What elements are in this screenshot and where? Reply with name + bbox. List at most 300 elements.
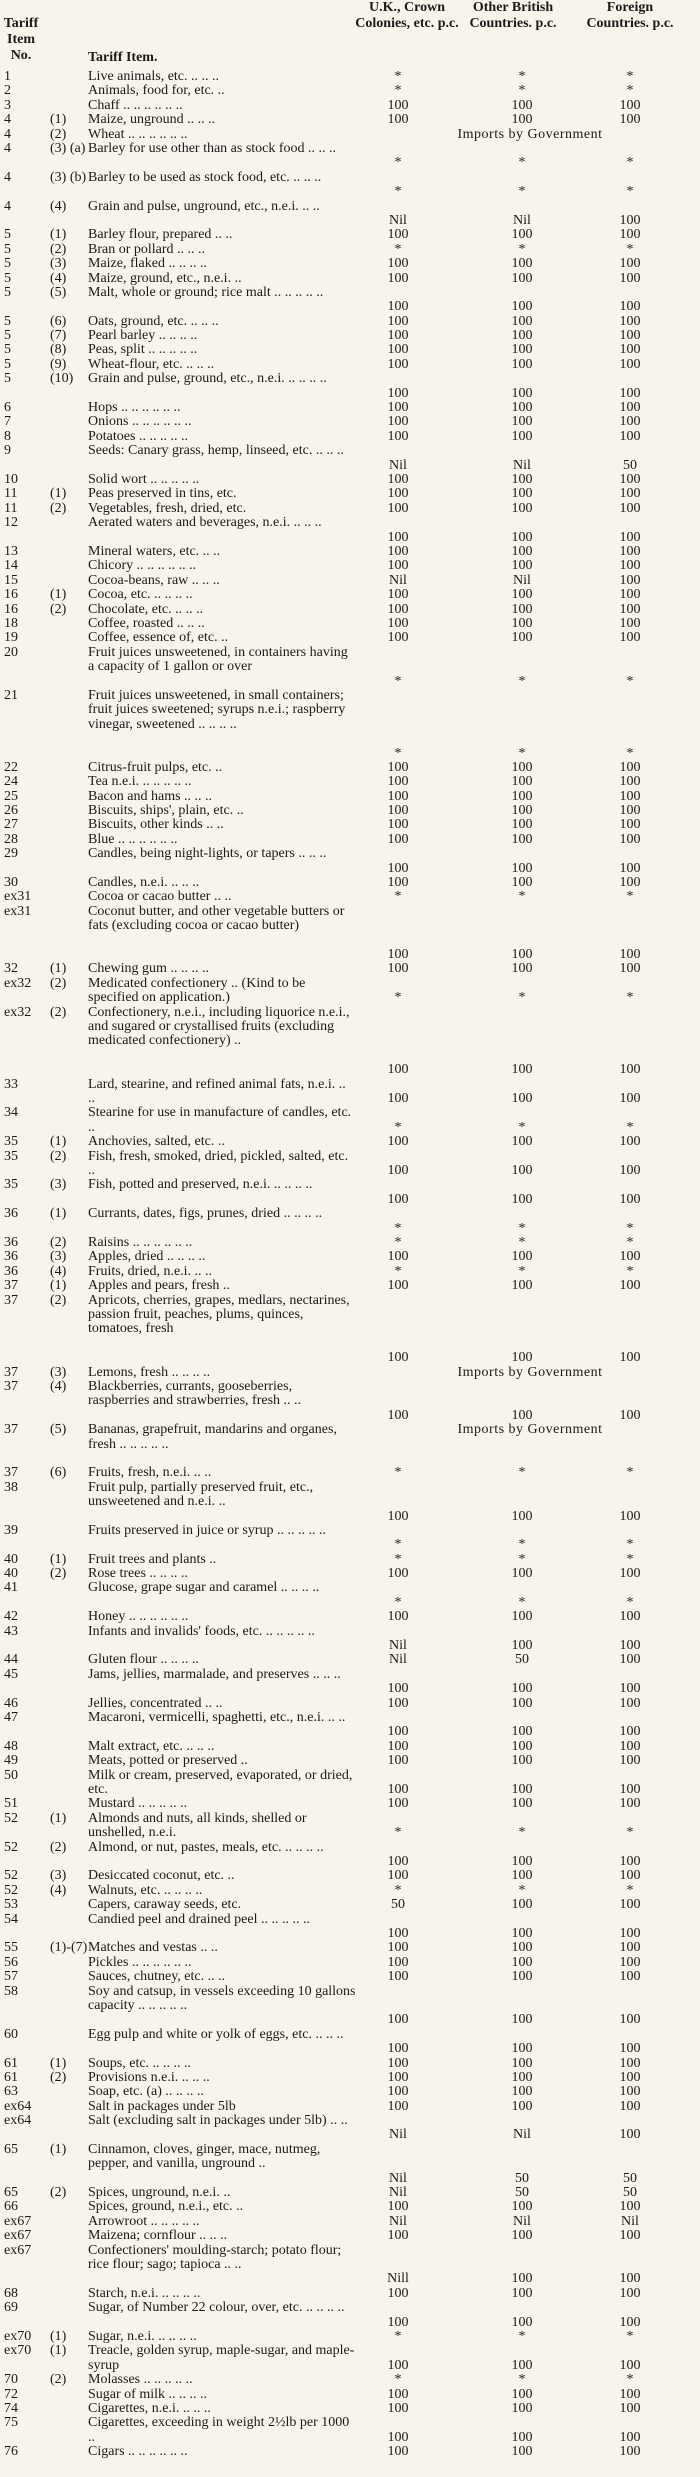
- rate-foreign: 100: [619, 2055, 641, 2071]
- table-row: [0, 1740, 700, 1754]
- tariff-sub-number: (4): [50, 1378, 67, 1394]
- rate-uk-crown-colonies: 100: [387, 803, 409, 819]
- tariff-item-description: Fruits preserved in juice or syrup .. .. .. .. ..: [88, 1522, 326, 1538]
- rate-uk-crown-colonies: 100: [387, 2386, 409, 2402]
- tariff-sub-number: (4): [50, 270, 67, 286]
- tariff-item-description: Peas, split .. .. .. .. ..: [88, 342, 198, 358]
- tariff-sub-number: (5): [50, 284, 67, 300]
- tariff-item-number: 33: [4, 1076, 18, 1092]
- rate-uk-crown-colonies: 100: [387, 2444, 409, 2460]
- rate-other-british: 100: [511, 97, 533, 113]
- tariff-sub-number: (1)-(7): [50, 1940, 88, 1956]
- table-row: [0, 905, 700, 963]
- rate-other-british: 100: [511, 1738, 533, 1754]
- tariff-item-number: 46: [4, 1695, 18, 1711]
- tariff-sub-number: (1): [50, 227, 67, 243]
- table-row: [0, 2071, 700, 2085]
- table-row: [0, 790, 700, 804]
- rate-foreign: *: [626, 990, 634, 1006]
- table-row: [0, 2301, 700, 2330]
- table-row: [0, 1178, 700, 1207]
- rate-foreign: 100: [619, 1925, 641, 1941]
- rate-foreign: 100: [619, 2314, 641, 2330]
- tariff-item-number: 7: [4, 414, 11, 430]
- rate-uk-crown-colonies: 100: [387, 1191, 409, 1207]
- rate-uk-crown-colonies: 100: [387, 1925, 409, 1941]
- table-row: [0, 1279, 700, 1293]
- table-row: [0, 2330, 700, 2344]
- rate-foreign: *: [626, 1825, 634, 1841]
- rate-other-british: 100: [511, 1091, 533, 1107]
- rate-uk-crown-colonies: 100: [387, 587, 409, 603]
- tariff-item-description: Oats, ground, etc. .. .. ..: [88, 313, 219, 329]
- tariff-item-number: ex70: [4, 2343, 32, 2359]
- tariff-sub-number: (3): [50, 1249, 67, 1265]
- tariff-sub-number: (1): [50, 1206, 67, 1222]
- table-row: [0, 2028, 700, 2057]
- tariff-item-number: 5: [4, 241, 11, 257]
- table-row: [0, 1869, 700, 1883]
- rate-foreign: 100: [619, 2285, 641, 2301]
- rate-uk-crown-colonies: Nil: [389, 2213, 407, 2229]
- rate-foreign: 100: [619, 759, 641, 775]
- tariff-table-body: [0, 70, 700, 2475]
- rate-other-british: *: [518, 1825, 526, 1841]
- table-row: [0, 2445, 700, 2459]
- tariff-item-description: Currants, dates, figs, prunes, dried .. .. .. ..: [88, 1206, 323, 1222]
- rate-other-british: 100: [511, 414, 533, 430]
- rate-uk-crown-colonies: *: [394, 1119, 402, 1135]
- rate-other-british: 100: [511, 227, 533, 243]
- rate-other-british: *: [518, 83, 526, 99]
- tariff-sub-number: (1): [50, 2141, 67, 2157]
- rate-uk-crown-colonies: 100: [387, 1969, 409, 1985]
- tariff-item-number: 2: [4, 83, 11, 99]
- rate-uk-crown-colonies: 100: [387, 1163, 409, 1178]
- tariff-sub-number: (8): [50, 342, 67, 358]
- table-row: [0, 128, 700, 142]
- rate-other-british: 100: [511, 587, 533, 603]
- rate-other-british: *: [518, 241, 526, 257]
- tariff-item-description: Cigarettes, exceeding in weight 2½lb per 1000 ..: [88, 2415, 350, 2445]
- rate-other-british: 100: [511, 544, 533, 559]
- rate-foreign: 100: [619, 831, 641, 847]
- rate-other-british: 100: [511, 529, 533, 545]
- tariff-item-description: Blue .. .. .. .. .. ..: [88, 831, 178, 847]
- table-row: [0, 1265, 700, 1279]
- tariff-item-number: 34: [4, 1105, 18, 1121]
- rate-uk-crown-colonies: 100: [387, 2055, 409, 2071]
- rate-uk-crown-colonies: 100: [387, 500, 409, 516]
- rate-other-british: 100: [511, 356, 533, 372]
- tariff-item-number: 35: [4, 1134, 18, 1150]
- rate-foreign: 100: [619, 1508, 641, 1524]
- rate-other-british: *: [518, 1465, 526, 1481]
- tariff-item-description: Wheat-flour, etc. .. .. ..: [88, 356, 215, 372]
- table-row: [0, 1423, 700, 1466]
- table-row: [0, 2085, 700, 2099]
- rate-foreign: *: [626, 70, 634, 84]
- rate-foreign: 100: [619, 256, 641, 272]
- tariff-item-description: Molasses .. .. .. .. ..: [88, 2372, 193, 2388]
- tariff-item-description: Cigarettes, n.e.i. .. .. ..: [88, 2400, 211, 2416]
- tariff-item-number: 69: [4, 2300, 18, 2316]
- table-row: [0, 1841, 700, 1870]
- table-row: [0, 444, 700, 473]
- tariff-item-number: 4: [4, 198, 11, 214]
- rate-foreign: 100: [619, 947, 641, 963]
- rate-uk-crown-colonies: *: [394, 745, 402, 761]
- rate-foreign: 100: [619, 572, 641, 588]
- tariff-item-number: 27: [4, 817, 18, 833]
- table-row: [0, 1697, 700, 1711]
- rate-foreign: 100: [619, 529, 641, 545]
- rate-other-british: 100: [511, 299, 533, 315]
- tariff-sub-number: (1): [50, 486, 67, 502]
- tariff-sub-number: (2): [50, 2069, 67, 2085]
- rate-uk-crown-colonies: 100: [387, 1134, 409, 1150]
- rate-other-british: 100: [511, 2444, 533, 2460]
- tariff-item-number: 65: [4, 2141, 18, 2157]
- rate-uk-crown-colonies: Nill: [387, 2271, 409, 2287]
- tariff-item-description: Candles, n.e.i. .. .. ..: [88, 875, 200, 891]
- rate-uk-crown-colonies: *: [394, 1235, 402, 1250]
- rate-other-british: 100: [511, 1134, 533, 1150]
- tariff-item-number: 19: [4, 630, 18, 646]
- table-row: [0, 1150, 700, 1179]
- tariff-item-description: Chaff .. .. .. .. .. ..: [88, 97, 183, 113]
- table-row: [0, 329, 700, 343]
- tariff-item-description: Fruits, dried, n.e.i. .. ..: [88, 1263, 213, 1279]
- rate-other-british: 100: [511, 1681, 533, 1697]
- rate-uk-crown-colonies: 100: [387, 774, 409, 790]
- rate-foreign: 100: [619, 875, 641, 891]
- tariff-item-number: 5: [4, 256, 11, 272]
- rate-other-british: *: [518, 1119, 526, 1135]
- tariff-item-number: 11: [4, 486, 18, 502]
- rate-foreign: 100: [619, 601, 641, 617]
- rate-other-british: 100: [511, 803, 533, 819]
- rate-other-british: *: [518, 2372, 526, 2388]
- rate-foreign: 100: [619, 803, 641, 819]
- tariff-item-description: Maizena; cornflour .. .. ..: [88, 2228, 228, 2244]
- rate-uk-crown-colonies: *: [394, 184, 402, 200]
- rate-foreign: *: [626, 673, 634, 689]
- tariff-sub-number: (3) (a): [50, 140, 86, 156]
- tariff-sub-number: (3): [50, 1177, 67, 1193]
- tariff-item-description: Coffee, roasted .. .. ..: [88, 615, 205, 631]
- rate-other-british: 100: [511, 270, 533, 286]
- tariff-item-number: 76: [4, 2444, 18, 2460]
- rate-other-british: 100: [511, 500, 533, 516]
- rate-foreign: 100: [619, 1724, 641, 1740]
- rate-foreign: 50: [623, 2170, 637, 2186]
- rate-foreign: 100: [619, 2429, 641, 2445]
- tariff-item-number: 13: [4, 544, 18, 559]
- table-row: [0, 1898, 700, 1912]
- tariff-item-number: 26: [4, 803, 18, 819]
- rate-uk-crown-colonies: 100: [387, 1695, 409, 1711]
- rate-other-british: 100: [511, 961, 533, 977]
- tariff-item-description: Chocolate, etc. .. .. ..: [88, 601, 204, 617]
- tariff-sub-number: (6): [50, 1465, 67, 1481]
- rate-foreign: 100: [619, 1062, 641, 1078]
- tariff-item-description: Fish, fresh, smoked, dried, pickled, salted, etc. ..: [88, 1148, 349, 1179]
- rate-foreign: 100: [619, 817, 641, 833]
- tariff-item-description: Matches and vestas .. ..: [88, 1940, 218, 1956]
- rate-uk-crown-colonies: 100: [387, 1782, 409, 1798]
- tariff-item-description: Glucose, grape sugar and caramel .. .. .. ..: [88, 1580, 320, 1596]
- tariff-item-number: 25: [4, 788, 18, 804]
- table-row: [0, 1236, 700, 1250]
- table-row: [0, 2200, 700, 2214]
- rate-foreign: 100: [619, 2228, 641, 2244]
- rate-other-british: *: [518, 1594, 526, 1610]
- rate-foreign: 100: [619, 227, 641, 243]
- tariff-item-number: 48: [4, 1738, 18, 1754]
- rate-uk-crown-colonies: 100: [387, 1407, 409, 1423]
- table-row: [0, 2416, 700, 2445]
- tariff-item-number: 16: [4, 601, 18, 617]
- rate-other-british: *: [518, 1263, 526, 1279]
- rate-other-british: 100: [511, 1609, 533, 1625]
- table-row: [0, 1711, 700, 1740]
- tariff-item-description: Almonds and nuts, all kinds, shelled or unshelled, n.e.i.: [88, 1810, 307, 1841]
- rate-uk-crown-colonies: 100: [387, 342, 409, 358]
- rate-foreign: 100: [619, 486, 641, 502]
- table-row: [0, 1653, 700, 1667]
- rate-uk-crown-colonies: 100: [387, 1854, 409, 1869]
- tariff-item-number: ex64: [4, 2098, 32, 2114]
- rate-other-british: 100: [511, 2271, 533, 2287]
- tariff-item-description: Rose trees .. .. .. ..: [88, 1566, 188, 1582]
- tariff-item-number: 75: [4, 2415, 18, 2431]
- rate-uk-crown-colonies: 100: [387, 1868, 409, 1884]
- tariff-item-number: 56: [4, 1954, 18, 1970]
- tariff-item-number: 4: [4, 169, 11, 185]
- rate-other-british: 100: [511, 1782, 533, 1798]
- table-row: [0, 1797, 700, 1811]
- tariff-item-number: 47: [4, 1710, 18, 1726]
- rate-foreign: 100: [619, 2127, 641, 2143]
- tariff-item-description: Biscuits, ships', plain, etc. ..: [88, 803, 244, 819]
- rate-uk-crown-colonies: *: [394, 889, 402, 905]
- tariff-item-description: Potatoes .. .. .. .. ..: [88, 428, 188, 444]
- table-row: [0, 962, 700, 976]
- tariff-sub-number: (2): [50, 2372, 67, 2388]
- rate-foreign: *: [626, 889, 634, 905]
- rate-other-british: 100: [511, 630, 533, 646]
- rate-foreign: 100: [619, 1134, 641, 1150]
- rate-foreign: 100: [619, 1796, 641, 1812]
- rate-uk-crown-colonies: 100: [387, 558, 409, 574]
- tariff-item-number: 4: [4, 112, 11, 128]
- rate-foreign: 100: [619, 2444, 641, 2460]
- tariff-item-description: Jellies, concentrated .. ..: [88, 1695, 223, 1711]
- rate-uk-crown-colonies: 100: [387, 947, 409, 963]
- rate-uk-crown-colonies: *: [394, 1594, 402, 1610]
- rate-foreign: 100: [619, 328, 641, 344]
- tariff-item-number: 5: [4, 270, 11, 286]
- rate-other-british: 100: [511, 1163, 533, 1178]
- rate-uk-crown-colonies: Nil: [389, 2170, 407, 2186]
- table-row: [0, 1769, 700, 1798]
- rate-uk-crown-colonies: *: [394, 1263, 402, 1279]
- table-row: [0, 2373, 700, 2387]
- tariff-item-number: 74: [4, 2400, 18, 2416]
- rate-foreign: *: [626, 2329, 634, 2345]
- rate-foreign: 100: [619, 2084, 641, 2100]
- tariff-item-number: 8: [4, 428, 11, 444]
- rate-uk-crown-colonies: 100: [387, 1940, 409, 1956]
- rate-uk-crown-colonies: 100: [387, 544, 409, 559]
- tariff-item-description: Spices, unground, n.e.i. ..: [88, 2185, 231, 2201]
- rate-other-british: *: [518, 155, 526, 171]
- tariff-item-no-header: Tariff Item No.: [3, 16, 39, 63]
- tariff-item-description: Cigars .. .. .. .. .. ..: [88, 2444, 188, 2460]
- rate-uk-crown-colonies: 100: [387, 486, 409, 502]
- rate-foreign: 100: [619, 97, 641, 113]
- tariff-item-number: 3: [4, 97, 11, 113]
- rate-uk-crown-colonies: 100: [387, 831, 409, 847]
- tariff-sub-number: (1): [50, 1810, 67, 1826]
- tariff-item-description: Biscuits, other kinds .. ..: [88, 817, 224, 833]
- tariff-sub-number: (3): [50, 1868, 67, 1884]
- rate-other-british: 100: [511, 947, 533, 963]
- uk-crown-colonies-header: U.K., Crown Colonies, etc. p.c.: [355, 0, 459, 31]
- rate-foreign: 50: [623, 2185, 637, 2201]
- tariff-item-number: 4: [4, 126, 11, 142]
- tariff-item-description: Grain and pulse, unground, etc., n.e.i. .. ..: [88, 198, 320, 214]
- rate-uk-crown-colonies: 100: [387, 97, 409, 113]
- rate-other-british: 100: [511, 558, 533, 574]
- rate-uk-crown-colonies: 100: [387, 1249, 409, 1265]
- rate-other-british: *: [518, 673, 526, 689]
- rate-other-british: 100: [511, 112, 533, 128]
- tariff-item-number: 40: [4, 1566, 18, 1582]
- rate-other-british: 100: [511, 1062, 533, 1078]
- tariff-item-description: Lard, stearine, and refined animal fats, n.e.i. .. ..: [88, 1076, 346, 1107]
- tariff-item-description: Honey .. .. .. .. .. ..: [88, 1609, 189, 1625]
- rate-other-british: 100: [511, 1566, 533, 1582]
- tariff-item-number: 61: [4, 2055, 18, 2071]
- rate-other-british: 100: [511, 1925, 533, 1941]
- tariff-item-description: Pearl barley .. .. .. ..: [88, 328, 198, 344]
- rate-uk-crown-colonies: *: [394, 1825, 402, 1841]
- rate-uk-crown-colonies: Nil: [389, 2185, 407, 2201]
- tariff-item-description: Walnuts, etc. .. .. .. ..: [88, 1882, 203, 1898]
- table-row: [0, 113, 700, 127]
- tariff-item-number: 44: [4, 1652, 18, 1668]
- rate-other-british: 100: [511, 1897, 533, 1913]
- rate-other-british: 100: [511, 342, 533, 358]
- tariff-item-description: Sugar of milk .. .. .. ..: [88, 2386, 207, 2402]
- rate-other-british: 100: [511, 2098, 533, 2114]
- rate-uk-crown-colonies: 100: [387, 112, 409, 128]
- table-row: [0, 977, 700, 1006]
- table-row: [0, 2057, 700, 2071]
- table-row: [0, 401, 700, 415]
- tariff-item-description: Blackberries, currants, gooseberries, raspberries and strawberries, fresh .. ..: [88, 1378, 302, 1409]
- tariff-item-number: 36: [4, 1235, 18, 1250]
- rate-foreign: 100: [619, 1652, 641, 1668]
- rate-other-british: 50: [515, 2185, 529, 2201]
- table-row: [0, 516, 700, 545]
- tariff-item-number: 37: [4, 1292, 18, 1308]
- tariff-item-number: ex32: [4, 975, 32, 991]
- rate-uk-crown-colonies: 100: [387, 817, 409, 833]
- rate-other-british: 100: [511, 831, 533, 847]
- tariff-item-number: 9: [4, 443, 11, 459]
- tariff-item-description: Tea n.e.i. .. .. .. .. ..: [88, 774, 192, 790]
- table-row: [0, 1970, 700, 1984]
- rate-other-british: *: [518, 1537, 526, 1553]
- rate-other-british: 100: [511, 788, 533, 804]
- tariff-item-number: 18: [4, 615, 18, 631]
- tariff-sub-number: (1): [50, 1278, 67, 1294]
- rate-other-british: 100: [511, 256, 533, 272]
- tariff-item-number: 40: [4, 1551, 18, 1567]
- rate-other-british: *: [518, 1235, 526, 1250]
- table-row: [0, 1380, 700, 1423]
- rate-foreign: *: [626, 1263, 634, 1279]
- rate-foreign: 100: [619, 500, 641, 516]
- rate-foreign: 100: [619, 1278, 641, 1294]
- tariff-item-description: Apples and pears, fresh ..: [88, 1278, 230, 1294]
- rate-foreign: *: [626, 155, 634, 171]
- tariff-sub-number: (2): [50, 975, 67, 991]
- tariff-item-number: 12: [4, 515, 18, 531]
- table-row: [0, 617, 700, 631]
- rate-other-british: Nil: [513, 212, 531, 228]
- rate-foreign: 100: [619, 2041, 641, 2057]
- rate-other-british: *: [518, 889, 526, 905]
- tariff-item-description: Candles, being night-lights, or tapers .. .. ..: [88, 846, 327, 862]
- tariff-item-description: Candied peel and drained peel .. .. .. .. ..: [88, 1911, 310, 1927]
- rate-uk-crown-colonies: 100: [387, 1508, 409, 1524]
- tariff-item-description: Bran or pollard .. .. ..: [88, 241, 206, 257]
- tariff-item-description: Fruits, fresh, n.e.i. .. ..: [88, 1465, 212, 1481]
- tariff-item-description: Seeds: Canary grass, hemp, linseed, etc. .. .. ..: [88, 443, 344, 459]
- tariff-item-number: 45: [4, 1666, 18, 1682]
- table-row: [0, 99, 700, 113]
- tariff-item-description: Spices, ground, n.e.i., etc. ..: [88, 2199, 244, 2215]
- tariff-item-number: 36: [4, 1249, 18, 1265]
- rate-uk-crown-colonies: 100: [387, 2400, 409, 2416]
- table-row: [0, 588, 700, 602]
- table-row: [0, 171, 700, 200]
- rate-uk-crown-colonies: 50: [391, 1897, 405, 1913]
- tariff-item-number: 37: [4, 1378, 18, 1394]
- table-row: [0, 1250, 700, 1264]
- tariff-sub-number: (2): [50, 1292, 67, 1308]
- tariff-item-description: Pickles .. .. .. .. .. ..: [88, 1954, 192, 1970]
- tariff-item-description: Sugar, of Number 22 colour, over, etc. .. .. .. ..: [88, 2300, 345, 2316]
- table-row: [0, 2186, 700, 2200]
- tariff-item-number: 54: [4, 1911, 18, 1927]
- table-row: [0, 1481, 700, 1524]
- tariff-item-number: 29: [4, 846, 18, 862]
- table-row: [0, 646, 700, 689]
- tariff-item-number: ex64: [4, 2113, 32, 2129]
- tariff-item-number: 37: [4, 1422, 18, 1438]
- tariff-sub-number: (2): [50, 1235, 67, 1250]
- table-row: [0, 430, 700, 444]
- table-row: [0, 257, 700, 271]
- rate-other-british: 100: [511, 2429, 533, 2445]
- rate-uk-crown-colonies: 100: [387, 875, 409, 891]
- rate-other-british: 100: [511, 1753, 533, 1769]
